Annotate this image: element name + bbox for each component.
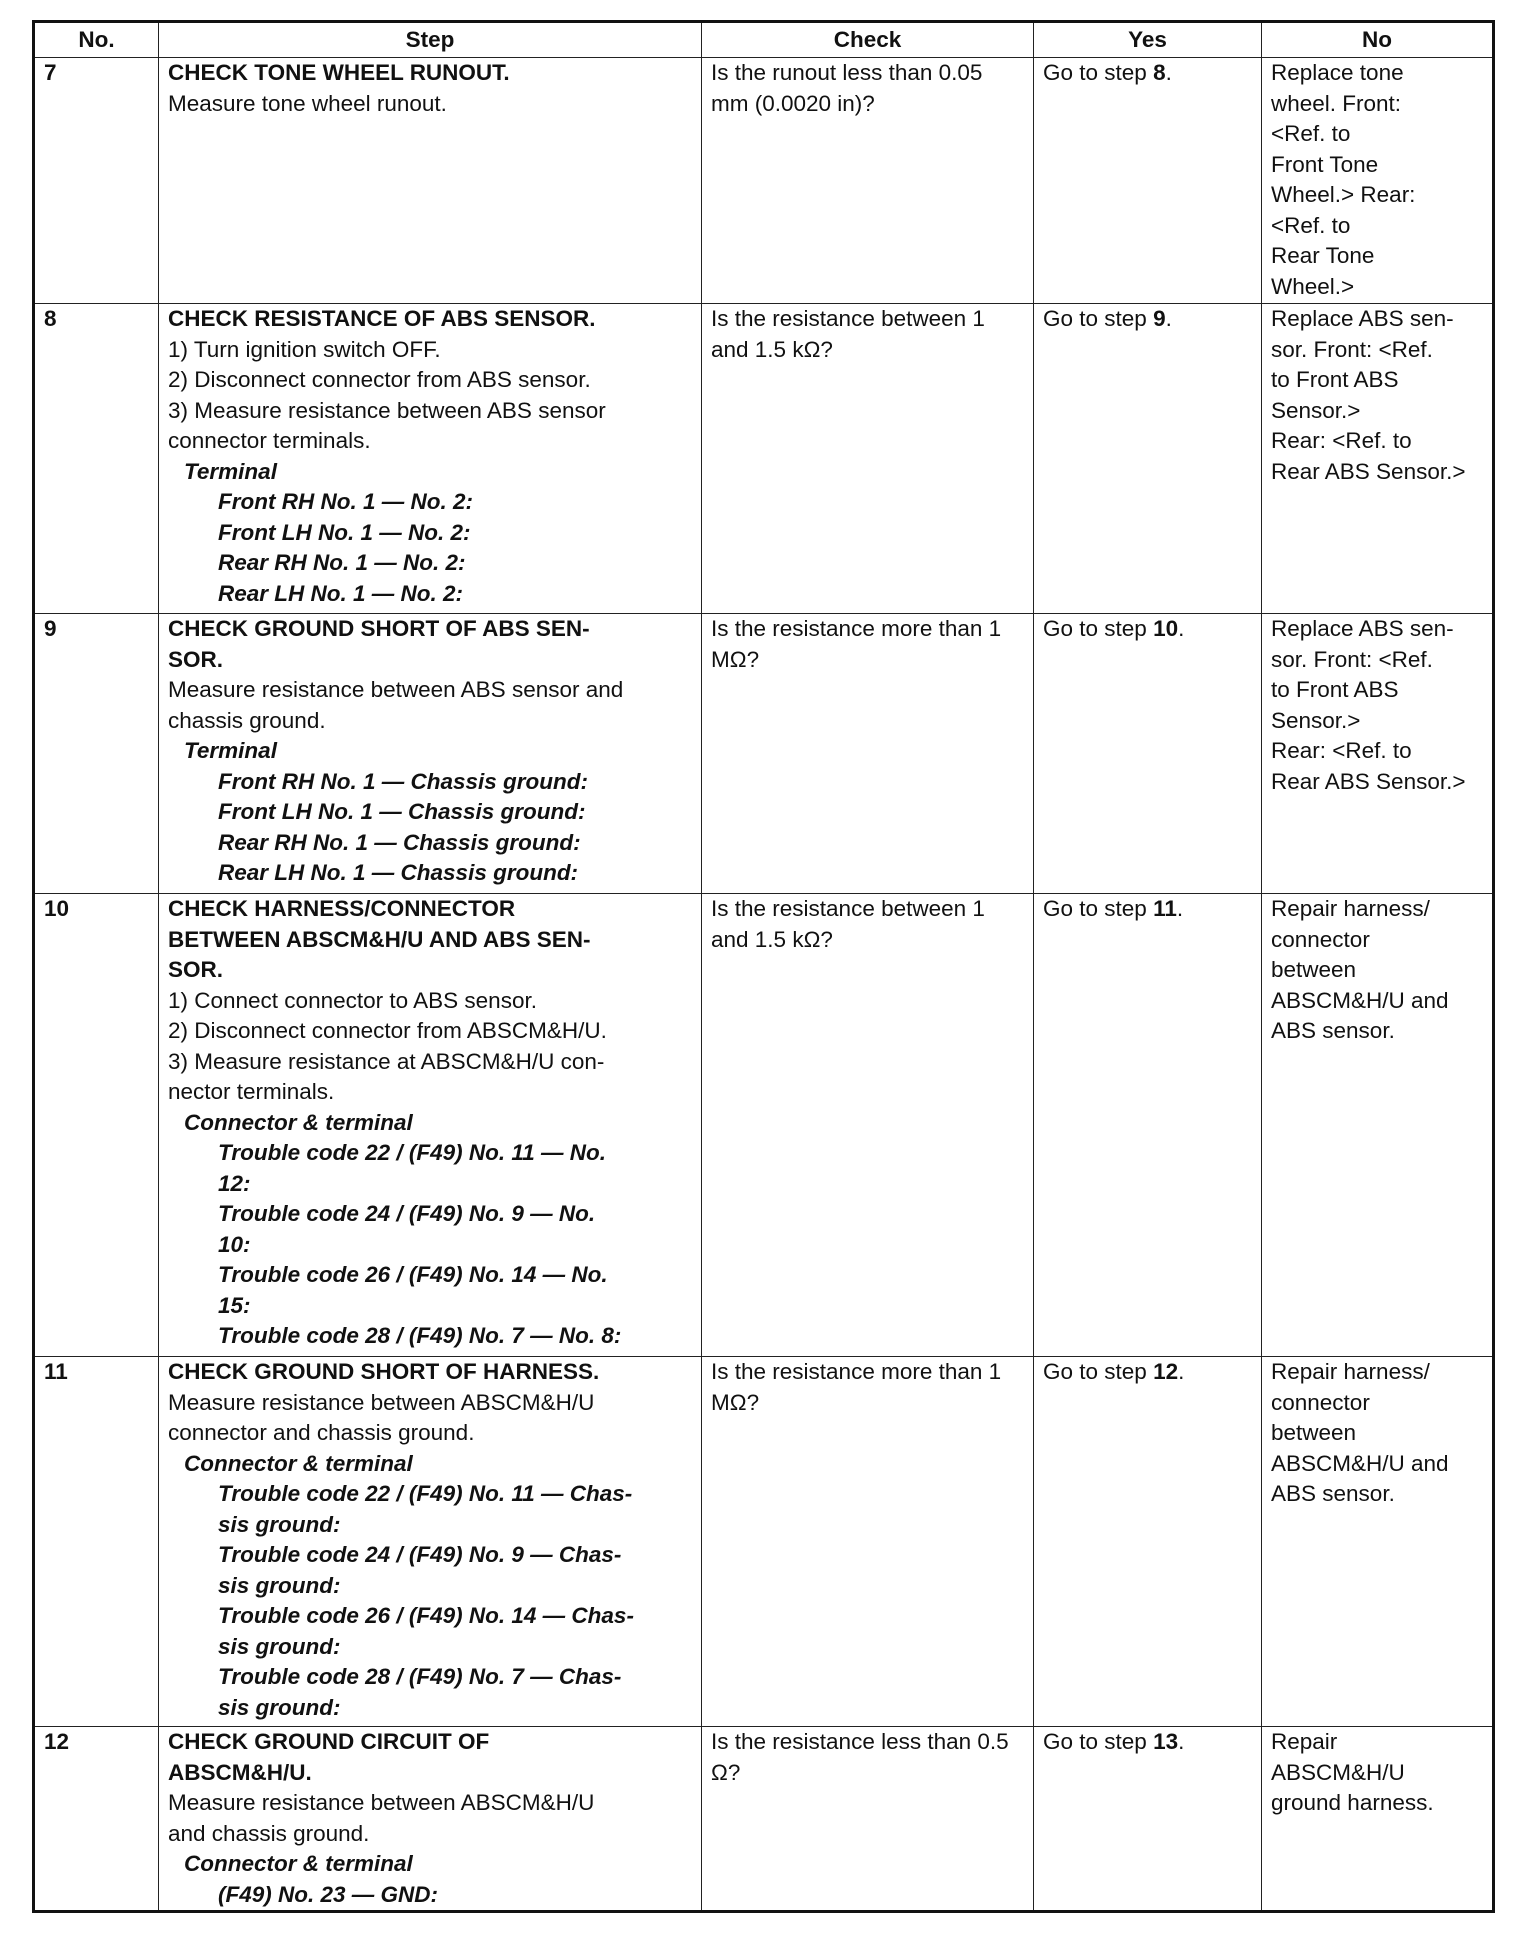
spec-item: Front RH No. 1 — Chassis ground: (218, 768, 589, 794)
table-row (34, 1727, 1494, 1912)
step-instruction: nector terminals. (168, 1079, 335, 1104)
step-instruction: connector terminals. (168, 428, 371, 453)
yes-action (1034, 58, 1262, 304)
step-title: CHECK RESISTANCE OF ABS SENSOR. (168, 306, 596, 331)
check-question: Is the resistance more than 1 MΩ? (702, 1357, 1034, 1727)
step-instruction: Measure resistance between ABS sensor and (168, 677, 624, 702)
step-number: 8 (34, 304, 159, 614)
no-action-line: Wheel.> (1271, 273, 1355, 299)
table-row (34, 614, 1494, 894)
step-instruction: 3) Measure resistance at ABSCM&H/U con- (168, 1048, 605, 1074)
diagnostic-procedure-sheet (32, 20, 1495, 1913)
yes-action (1034, 304, 1262, 614)
step-instruction: 2) Disconnect connector from ABSCM&H/U. (168, 1018, 607, 1043)
step-cell (159, 614, 702, 894)
table-header-row (34, 22, 1494, 58)
diagnostic-table (32, 20, 1495, 1913)
no-action-line: ABS sensor. (1271, 1481, 1395, 1506)
step-instruction: 3) Measure resistance between ABS sensor (168, 397, 606, 423)
no-action-line: Front Tone (1271, 151, 1379, 177)
no-action-line: connector (1271, 1389, 1370, 1415)
no-action-line: ABSCM&H/U and (1271, 1450, 1449, 1476)
yes-suffix: . (1165, 306, 1172, 331)
no-action-line: Rear: <Ref. to (1271, 738, 1412, 763)
yes-prefix: Go to step (1043, 60, 1154, 85)
step-number: 12 (34, 1727, 159, 1912)
yes-prefix: Go to step (1043, 1359, 1154, 1384)
step-number: 10 (34, 894, 159, 1357)
yes-step-link: 13 (1153, 1729, 1179, 1754)
no-action-line: Replace ABS sen- (1271, 306, 1454, 331)
no-action-line: Repair harness/ (1271, 896, 1430, 921)
no-action-line: ABS sensor. (1271, 1018, 1395, 1043)
step-instruction: 1) Connect connector to ABS sensor. (168, 987, 537, 1013)
yes-action (1034, 894, 1262, 1357)
step-cell (159, 304, 702, 614)
no-action-line: <Ref. to (1271, 121, 1351, 146)
spec-item: Rear LH No. 1 — Chassis ground: (218, 860, 579, 885)
step-title: CHECK GROUND SHORT OF ABS SEN- SOR. (168, 616, 590, 672)
step-title: CHECK GROUND CIRCUIT OF ABSCM&H/U. (168, 1729, 490, 1785)
no-action-line: Repair (1271, 1729, 1338, 1754)
column-header-step: Step (159, 22, 702, 58)
no-action (1262, 1727, 1494, 1912)
yes-prefix: Go to step (1043, 896, 1154, 921)
no-action (1262, 1357, 1494, 1727)
spec-item: Trouble code 22 / (F49) No. 11 — Chas- sis ground: (218, 1481, 633, 1537)
step-instruction: Measure resistance between ABSCM&H/U (168, 1790, 595, 1815)
no-action-line: Rear ABS Sensor.> (1271, 458, 1466, 484)
yes-prefix: Go to step (1043, 1729, 1154, 1754)
table-row (34, 304, 1494, 614)
step-number: 7 (34, 58, 159, 304)
spec-item: Front LH No. 1 — No. 2: (218, 519, 471, 545)
no-action-line: connector (1271, 926, 1370, 952)
table-row (34, 1357, 1494, 1727)
step-cell (159, 1727, 702, 1912)
yes-step-link: 10 (1153, 616, 1179, 641)
step-instruction: 2) Disconnect connector from ABS sensor. (168, 367, 591, 392)
yes-step-link: 12 (1153, 1359, 1179, 1384)
check-question: Is the resistance between 1 and 1.5 kΩ? (702, 894, 1034, 1357)
no-action (1262, 614, 1494, 894)
no-action-line: Replace ABS sen- (1271, 616, 1454, 641)
spec-heading: Connector & terminal (184, 1851, 413, 1876)
no-action-line: Rear ABS Sensor.> (1271, 768, 1466, 794)
step-title: CHECK HARNESS/CONNECTOR BETWEEN ABSCM&H/U AND ABS SEN- SOR. (168, 896, 591, 982)
yes-suffix: . (1178, 1359, 1185, 1384)
yes-action (1034, 614, 1262, 894)
check-question: Is the resistance between 1 and 1.5 kΩ? (702, 304, 1034, 614)
yes-step-link: 8 (1153, 60, 1166, 85)
step-instruction: 1) Turn ignition switch OFF. (168, 336, 441, 362)
no-action-line: ground harness. (1271, 1790, 1434, 1815)
no-action (1262, 58, 1494, 304)
spec-item: Trouble code 28 / (F49) No. 7 — Chas- sis ground: (218, 1664, 622, 1720)
no-action-line: between (1271, 1420, 1357, 1445)
no-action-line: wheel. Front: (1271, 90, 1402, 116)
yes-prefix: Go to step (1043, 616, 1154, 641)
spec-heading: Connector & terminal (184, 1450, 413, 1476)
yes-suffix: . (1165, 60, 1172, 85)
no-action-line: Rear: <Ref. to (1271, 428, 1412, 453)
spec-item: Trouble code 22 / (F49) No. 11 — No. 12: (218, 1140, 606, 1196)
step-number: 9 (34, 614, 159, 894)
step-instruction: Measure tone wheel runout. (168, 90, 447, 116)
table-body (34, 58, 1494, 1912)
step-cell (159, 1357, 702, 1727)
no-action-line: Wheel.> Rear: (1271, 182, 1416, 207)
spec-heading: Terminal (184, 458, 277, 484)
no-action (1262, 304, 1494, 614)
column-header-check: Check (702, 22, 1034, 58)
spec-item: Rear RH No. 1 — No. 2: (218, 550, 466, 575)
yes-step-link: 9 (1153, 306, 1166, 331)
spec-heading: Connector & terminal (184, 1109, 413, 1135)
step-title: CHECK GROUND SHORT OF HARNESS. (168, 1359, 600, 1384)
spec-item: Trouble code 24 / (F49) No. 9 — Chas- sis ground: (218, 1542, 622, 1598)
yes-suffix: . (1178, 616, 1185, 641)
step-cell (159, 58, 702, 304)
step-instruction: chassis ground. (168, 707, 326, 733)
table-row (34, 894, 1494, 1357)
spec-item: Rear LH No. 1 — No. 2: (218, 580, 464, 606)
spec-item: (F49) No. 23 — GND: (218, 1881, 439, 1907)
yes-suffix: . (1178, 1729, 1185, 1754)
check-question: Is the resistance more than 1 MΩ? (702, 614, 1034, 894)
spec-item: Front LH No. 1 — Chassis ground: (218, 799, 586, 824)
no-action-line: ABSCM&H/U (1271, 1759, 1405, 1785)
yes-suffix: . (1176, 896, 1184, 921)
check-question: Is the resistance less than 0.5 Ω? (702, 1727, 1034, 1912)
no-action-line: sor. Front: <Ref. (1271, 646, 1433, 672)
column-header-no-action: No (1262, 22, 1494, 58)
no-action-line: Sensor.> (1271, 707, 1361, 733)
step-cell (159, 894, 702, 1357)
no-action-line: ABSCM&H/U and (1271, 987, 1449, 1013)
no-action-line: sor. Front: <Ref. (1271, 336, 1433, 362)
step-instruction: and chassis ground. (168, 1820, 370, 1846)
step-number: 11 (34, 1357, 159, 1727)
no-action-line: to Front ABS (1271, 677, 1399, 702)
yes-action (1034, 1727, 1262, 1912)
column-header-yes: Yes (1034, 22, 1262, 58)
no-action-line: Replace tone (1271, 60, 1404, 85)
yes-action (1034, 1357, 1262, 1727)
no-action-line: between (1271, 957, 1357, 982)
spec-item: Rear RH No. 1 — Chassis ground: (218, 829, 581, 855)
yes-prefix: Go to step (1043, 306, 1154, 331)
spec-item: Trouble code 26 / (F49) No. 14 — Chas- sis ground: (218, 1603, 634, 1659)
no-action-line: <Ref. to (1271, 212, 1351, 238)
no-action-line: Repair harness/ (1271, 1359, 1430, 1384)
table-row (34, 58, 1494, 304)
spec-heading: Terminal (184, 738, 277, 763)
spec-item: Trouble code 24 / (F49) No. 9 — No. 10: (218, 1201, 596, 1257)
check-question: Is the runout less than 0.05 mm (0.0020 in)? (702, 58, 1034, 304)
no-action-line: Rear Tone (1271, 243, 1375, 268)
yes-step-link: 11 (1153, 896, 1177, 921)
no-action (1262, 894, 1494, 1357)
spec-item: Front RH No. 1 — No. 2: (218, 489, 473, 514)
spec-item: Trouble code 28 / (F49) No. 7 — No. 8: (218, 1323, 622, 1348)
spec-item: Trouble code 26 / (F49) No. 14 — No. 15: (218, 1262, 608, 1318)
step-instruction: connector and chassis ground. (168, 1420, 475, 1445)
no-action-line: to Front ABS (1271, 367, 1399, 392)
step-title: CHECK TONE WHEEL RUNOUT. (168, 60, 510, 85)
no-action-line: Sensor.> (1271, 397, 1361, 423)
column-header-no: No. (34, 22, 159, 58)
step-instruction: Measure resistance between ABSCM&H/U (168, 1389, 595, 1415)
